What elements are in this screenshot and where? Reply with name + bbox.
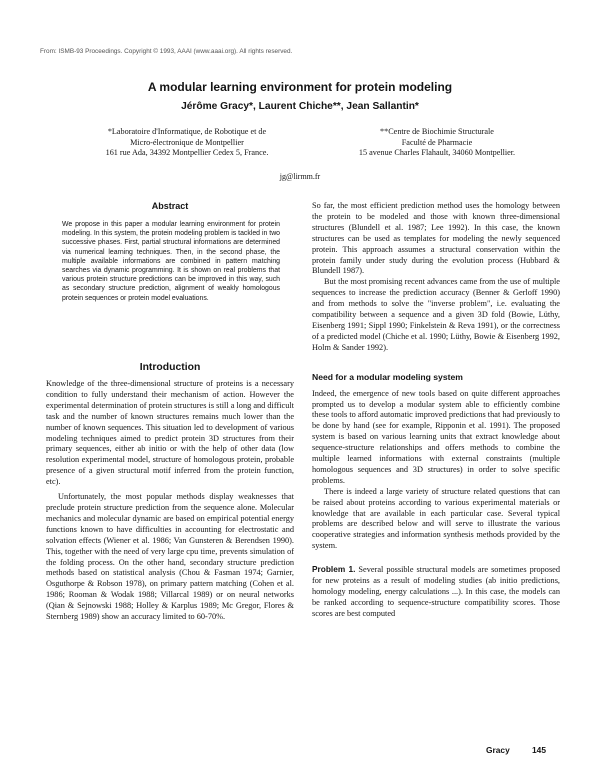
body-paragraph: So far, the most efficient prediction method uses the homology between the protein to be modeled and those with known three-dimensional structures (Blundell et al. 1987; Lee 1992). In this case, the known structures can be used as templates for modeling the newly sequenced protein. This approach assumes a structural conservation within the protein family under study during the evolution process (Hubbard & Blundell 1987).: [312, 201, 560, 276]
affiliation-right: [312, 127, 562, 159]
problem-text: Several possible structural models are sometimes proposed for new proteins as a result of modeling studies (ab initio predictions, homology modeling, energy calculations ...). In this case, the models can be ranked according to sequence-structure compatibility scores. Those scores are best computed: [312, 565, 561, 618]
problem-paragraph: [312, 564, 560, 620]
introduction-paragraph: Knowledge of the three-dimensional structure of proteins is a necessary condition to fully understand their mechanism of action. However the experimental determination of protein structures is still a long and difficult task and the number of known structures remains much lower than the number of known sequences. This situation led to development of various modeling techniques aimed to predict protein 3D structures from their primary sequences, either ab initio or with the help of other data (low resolution experimental model, structure of homologous protein, probable presence of a given structural motif inferred from the protein function, etc).: [46, 379, 294, 487]
affiliation-left: [72, 127, 302, 159]
body-paragraph: There is indeed a large variety of structure related questions that can be raised about proteins according to various experimental materials or knowledge that are available in each particular case. Several typical problems are described below and will serve to illustrate the various cooperative strategies and information synthesis methods provided by the system.: [312, 486, 560, 551]
abstract-heading: Abstract: [151, 201, 189, 211]
running-footer-author: Gracy: [486, 745, 510, 755]
affiliation-right-line: **Centre de Biochimie Structurale: [380, 127, 494, 136]
problem-label: Problem 1.: [312, 564, 356, 575]
body-paragraph: Indeed, the emergence of new tools based on quite different approaches prompted us to develop a modular system able to efficiently combine these tools to afford automatic improved predictions that had previously to be done by hand (see for example, Ripponin et al. 1991). The proposed system is based on various learning units that extract knowledge about sequence-structure relationships and offers methods to combine the multiple learned informations with external constraints (multiple homologous sequences and 3D structures) in order to solve specific problems.: [312, 388, 560, 485]
copyright-notice: From: ISMB-93 Proceedings. Copyright © 1993, AAAI (www.aaai.org). All rights reserved.: [40, 48, 293, 55]
page-number: 145: [532, 745, 546, 755]
affiliation-right-line: Faculté de Pharmacie: [401, 137, 473, 147]
introduction-heading: Introduction: [139, 362, 201, 373]
affiliation-right-line: 15 avenue Charles Flahault, 34060 Montpellier.: [358, 148, 516, 158]
body-paragraph: But the most promising recent advances came from the use of multiple sequences to increase the prediction accuracy (Benner & Gerloff 1990) and from methods to solve the "inverse problem", i.e. evaluating the compatibility between a sequence and a given 3D fold (Bowie, Lüthy, Eisenberg 1991; Sippl 1990; Finkelstein & Reva 1991), or the correctness of a predicted model (Chiche et al. 1990; Lüthy, Bowie & Eisenberg 1992, Holm & Sander 1992).: [312, 277, 560, 352]
affiliation-left-line: Micro-électronique de Montpellier: [130, 137, 244, 147]
section-heading: Need for a modular modeling system: [312, 371, 463, 382]
right-column: [312, 201, 560, 620]
paper-authors: Jérôme Gracy*, Laurent Chiche**, Jean Sallantin*: [181, 101, 419, 112]
introduction-body: [46, 379, 294, 623]
introduction-paragraph: Unfortunately, the most popular methods display weaknesses that preclude protein structure prediction from the sequence alone. Molecular mechanics and molecular dynamic are based on empirical potential energy functions known to have difficulties in accounting for electrostatic and solvation effects (Wiener et al. 1986; Van Gunsteren & Berendsen 1990). This, together with the need of very large cpu time, prevents simulation of the folding process. On the other hand, secondary structure prediction methods based on statistical analysis (Chou & Fasman 1974; Garnier, Osguthorpe & Robson 1978), on primary pattern matching (Cohen et al. 1986; Rooman & Wodak 1988; Villarcal 1989) or on neural networks (Qian & Sejnowski 1988; Holley & Karplus 1989; Mc Gregor, Flores & Sternberg 1989) show an accuracy limited to 60-70%.: [46, 492, 294, 622]
paper-title: A modular learning environment for protein modeling: [147, 80, 453, 94]
author-email: jg@lirmm.fr: [279, 172, 321, 181]
affiliation-left-line: 161 rue Ada, 34392 Montpellier Cedex 5, France.: [105, 148, 269, 158]
abstract-text: We propose in this paper a modular learning environment for protein modeling. In this system, the protein modeling problem is tackled in two successive phases. First, partial structural informations are determined via numerical learning techniques. Then, in the second phase, the multiple available informations are combined in pattern matching searches via dynamic programming. It is shown on real problems that various protein structure predictions can be improved in this way, such as secondary structure prediction, alignment of weakly homologous protein sequences or protein model evaluations.: [62, 221, 280, 302]
affiliation-left-line: *Laboratoire d'Informatique, de Robotique et de: [107, 127, 267, 136]
